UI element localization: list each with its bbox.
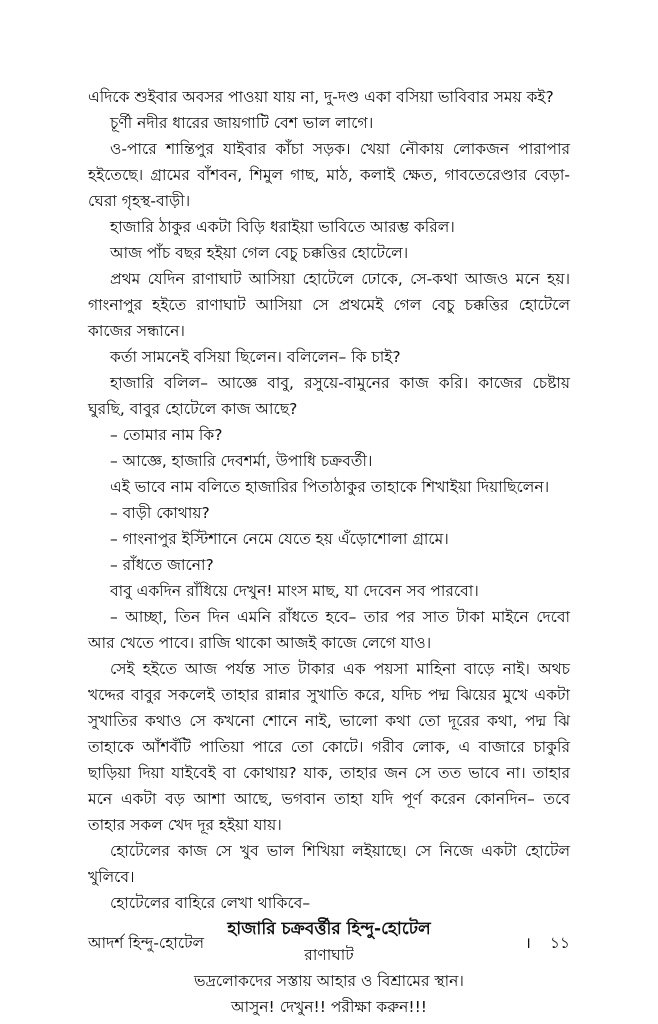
paragraph: – বাড়ী কোথায়? [110,504,210,522]
paragraph: – তোমার নাম কি? [110,426,223,444]
paragraph: ও-পারে শান্তিপুর যাইবার কাঁচা সড়ক। খেয়া নৌকায় লোকজন পারাপার হইতেছে। গ্রামের বাঁশবন, শিমুল গাছ, মাঠ, কলাই ক্ষেত, গাবতেরেণ্ডার বেড়া-ঘেরা গৃহস্থ-বাড়ী। [88,140,570,210]
page-footer [88,930,570,956]
paragraph: প্রথম যেদিন রাণাঘাট আসিয়া হোটেলে ঢোকে, সে-কথা আজও মনে হয়। গাংনাপুর হইতে রাণাঘাট আসিয়া সে প্রথমেই গেল বেচু চক্কত্তির হোটেলে কাজের সন্ধানে। [88,270,570,340]
paragraph: চূর্ণী নদীর ধারের জায়গাটি বেশ ভাল লাগে। [110,114,374,132]
signboard-tagline: ভদ্রলোকদের সস্তায় আহার ও বিশ্রামের স্থান। [194,972,464,990]
signboard-place: রাণাঘাট [304,946,354,964]
page-number: ১১ [549,934,570,952]
paragraph: বাবু একদিন রাঁধিয়ে দেখুন! মাংস মাছ, যা দেবেন সব পারবো। [110,582,479,600]
paragraph: সেই হইতে আজ পর্যন্ত সাত টাকার এক পয়সা মাহিনা বাড়ে নাই। অথচ খদ্দের বাবুর সকলেই তাহার রান্নার সুখাতি করে, যদিচ পদ্ম ঝিয়ের মুখে একটা সুখাতির কথাও সে কখনো শোনে নাই, ভালো কথা তো দূরের কথা, পদ্ম ঝি তাহাকে আঁশবঁটি পাতিয়া পারে তো কোটে। গরীব লোক, এ বাজারে চাকুরি ছাড়িয়া দিয়া যাইবেই বা কোথায়? যাক, তাহার জন সে তত ভাবে না। তাহার মনে একটা বড় আশা আছে, ভগবান তাহা যদি পূর্ণ করেন কোনদিন– তবে তাহার সকল খেদ দূর হইয়া যায়। [88,660,570,834]
paragraph: – রাঁধতে জানো? [110,556,214,574]
paragraph: – আজ্ঞে, হাজারি দেবশর্মা, উপাধি চক্রবর্তী। [110,452,373,470]
running-title: আদর্শ হিন্দু-হোটেল [88,934,205,952]
signboard-title: হাজারি চক্রবর্ত্তীর হিন্দু-হোটেল [227,919,431,939]
footer-separator: । [525,934,531,952]
paragraph: এই ভাবে নাম বলিতে হাজারির পিতাঠাকুর তাহাকে শিখাইয়া দিয়াছিলেন। [110,478,550,496]
paragraph: এদিকে শুইবার অবসর পাওয়া যায় না, দু-দণ্ড একা বসিয়া ভাবিবার সময় কই? [88,88,554,106]
paragraph: – আচ্ছা, তিন দিন এমনি রাঁধতে হবে– তার পর সাত টাকা মাইনে দেবো আর খেতে পাবে। রাজি থাকো আজই কাজে লেগে যাও। [88,608,570,652]
signboard-invite: আসুন! দেখুন!! পরীক্ষা করুন!!! [230,998,428,1016]
paragraph: হোটেলের বাহিরে লেখা থাকিবে– [110,894,311,912]
paragraph: কর্তা সামনেই বসিয়া ছিলেন। বলিলেন– কি চাই? [110,348,401,366]
paragraph: আজ পাঁচ বছর হইয়া গেল বেচু চক্কত্তির হোটেলে। [110,244,409,262]
body-text [88,84,570,916]
paragraph: – গাংনাপুর ইস্টিশানে নেমে যেতে হয় এঁড়োশোলা গ্রামে। [110,530,449,548]
paragraph: হোটেলের কাজ সে খুব ভাল শিখিয়া লইয়াছে। সে নিজে একটা হোটেল খুলিবে। [88,842,570,886]
paragraph: হাজারি ঠাকুর একটা বিড়ি ধরাইয়া ভাবিতে আরম্ভ করিল। [110,218,455,236]
paragraph: হাজারি বলিল– আজ্ঞে বাবু, রসুয়ে-বামুনের কাজ করি। কাজের চেষ্টায় ঘুরছি, বাবুর হোটেলে কাজ আছে? [88,374,570,418]
page-body [88,84,570,1020]
